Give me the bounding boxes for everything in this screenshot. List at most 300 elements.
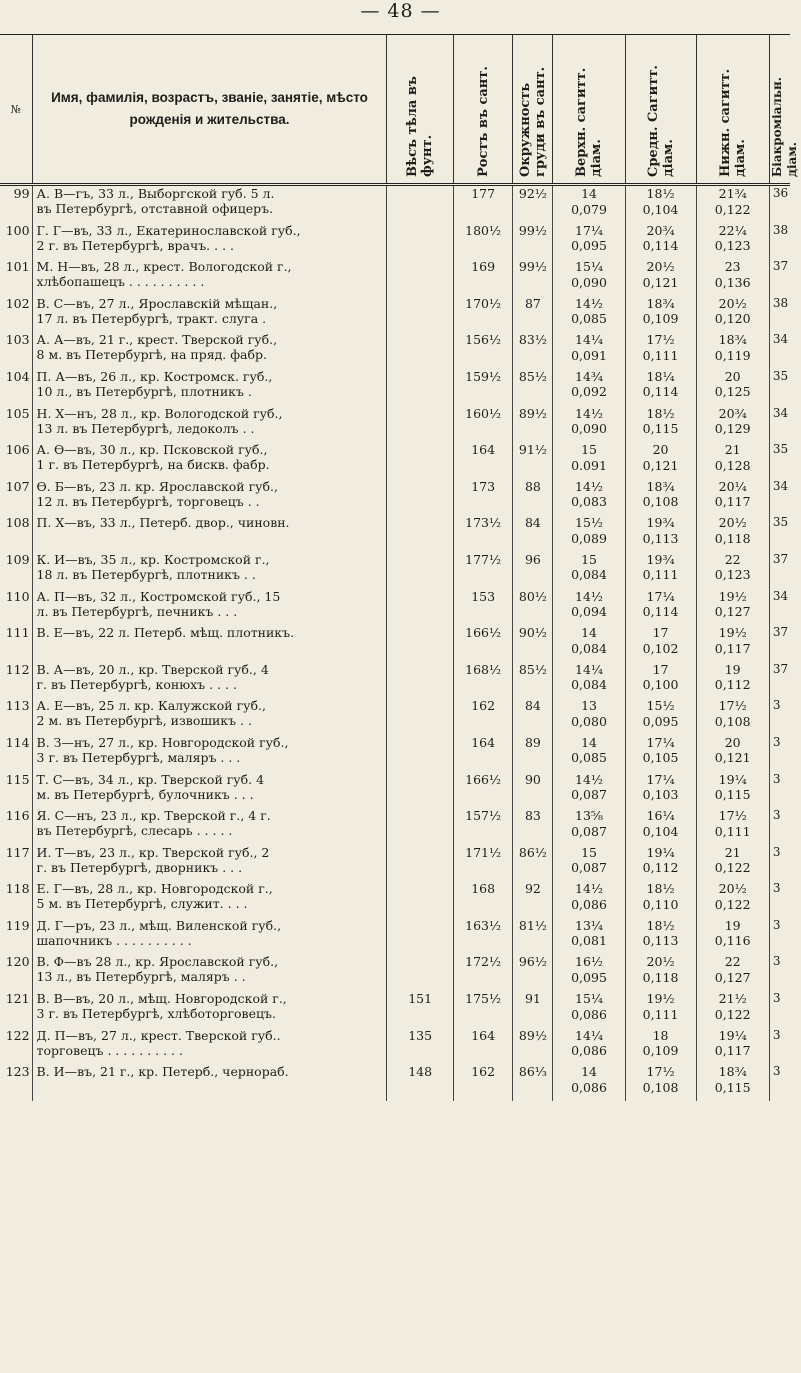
middle-index: 0,110 xyxy=(642,896,679,912)
lower-sagittal-cell xyxy=(696,918,769,955)
table-row xyxy=(0,369,790,406)
chest-cell: 89½ xyxy=(513,1028,553,1065)
table-row xyxy=(0,991,790,1028)
upper-index: 0,084 xyxy=(571,567,607,583)
upper-sagittal-cell xyxy=(553,954,625,991)
weight-cell xyxy=(387,479,453,516)
middle-index: 0,109 xyxy=(642,311,679,327)
row-number: 101 xyxy=(5,259,30,275)
middle-sagittal-cell xyxy=(625,845,696,882)
weight-cell xyxy=(387,515,453,552)
lower-index: 0,117 xyxy=(714,494,751,510)
lower-value: 19 xyxy=(724,661,741,677)
description-line-2: шапочникъ . . . . . . . . . . xyxy=(36,932,192,948)
chest-cell: 85½ xyxy=(513,369,553,406)
upper-sagittal-cell xyxy=(553,918,625,955)
lower-index: 0,127 xyxy=(714,604,751,620)
middle-index: 0,103 xyxy=(642,787,679,802)
upper-value: 15 xyxy=(581,844,597,860)
middle-value: 17 xyxy=(652,661,669,677)
header-chest: Окружность груди въ сант. xyxy=(513,35,553,185)
middle-sagittal-cell xyxy=(625,808,696,845)
row-number: 100 xyxy=(5,222,30,238)
description-line-1: А. Е—въ, 25 л. кр. Калужской губ., xyxy=(36,698,266,714)
row-number: 99 xyxy=(13,186,30,201)
lower-index: 0,115 xyxy=(714,1079,751,1095)
upper-sagittal-cell xyxy=(553,1028,625,1065)
chest-cell: 84 xyxy=(513,515,553,552)
lower-value: 17½ xyxy=(718,698,747,714)
middle-index: 0,112 xyxy=(642,860,679,876)
lower-value: 20½ xyxy=(718,295,747,311)
lower-value: 21½ xyxy=(718,991,747,1007)
header-name: Имя, фамилія, возрастъ, званіе, занятіе, мѣсто рожденія и жительства. xyxy=(32,35,387,185)
weight-cell xyxy=(387,442,453,479)
lower-index: 0,111 xyxy=(714,823,751,839)
description-line-1: В. И—въ, 21 г., кр. Петерб., чернораб. xyxy=(36,1064,289,1080)
height-cell: 162 xyxy=(453,698,513,735)
middle-value: 17½ xyxy=(646,332,675,348)
biacromial-cell: 3 xyxy=(769,735,790,772)
biacromial-cell: 37 xyxy=(769,625,790,662)
table-row xyxy=(0,662,790,699)
biacromial-cell: 3 xyxy=(769,698,790,735)
biacromial-cell: 34 xyxy=(769,589,790,626)
lower-sagittal-cell xyxy=(696,223,769,260)
biacromial-cell: 3 xyxy=(769,954,790,991)
lower-index: 0,117 xyxy=(714,1043,751,1059)
middle-sagittal-cell xyxy=(625,1028,696,1065)
lower-index: 0,118 xyxy=(714,530,751,546)
middle-value: 20¾ xyxy=(646,222,675,238)
header-lower-sagittal: Нижн. сагитт. діам. xyxy=(696,35,769,185)
chest-cell: 84 xyxy=(513,698,553,735)
upper-index: 0,094 xyxy=(571,604,607,620)
biacromial-cell: 37 xyxy=(769,259,790,296)
middle-sagittal-cell xyxy=(625,552,696,589)
height-cell: 164 xyxy=(453,442,513,479)
middle-value: 17¼ xyxy=(646,588,675,604)
lower-index: 0,117 xyxy=(714,640,751,656)
middle-value: 19¾ xyxy=(646,515,675,531)
lower-value: 19 xyxy=(724,917,741,933)
biacromial-cell: 3 xyxy=(769,1064,790,1101)
row-number: 107 xyxy=(5,478,30,494)
upper-index: 0,090 xyxy=(571,421,607,437)
middle-index: 0,100 xyxy=(642,677,679,693)
lower-value: 19¼ xyxy=(718,771,747,787)
middle-sagittal-cell xyxy=(625,772,696,809)
middle-sagittal-cell xyxy=(625,918,696,955)
middle-sagittal-cell xyxy=(625,662,696,699)
lower-sagittal-cell xyxy=(696,845,769,882)
middle-index: 0,115 xyxy=(642,421,679,437)
person-description xyxy=(32,1064,387,1101)
weight-cell xyxy=(387,808,453,845)
lower-index: 0,125 xyxy=(714,384,751,400)
lower-index: 0,123 xyxy=(714,238,751,254)
table-row xyxy=(0,185,790,223)
description-line-2: г. въ Петербургѣ, дворникъ . . . xyxy=(36,859,243,875)
upper-index: 0,092 xyxy=(571,384,607,400)
person-description xyxy=(32,442,387,479)
description-line-1: П. А—въ, 26 л., кр. Костромск. губ., xyxy=(36,368,273,384)
middle-value: 20 xyxy=(652,442,669,458)
description-line-1: Н. Х—нъ, 28 л., кр. Вологодской губ., xyxy=(36,405,283,421)
lower-sagittal-cell xyxy=(696,991,769,1028)
person-description xyxy=(32,735,387,772)
person-description xyxy=(32,296,387,333)
person-description xyxy=(32,662,387,699)
upper-sagittal-cell xyxy=(553,552,625,589)
weight-cell xyxy=(387,662,453,699)
weight-cell: 135 xyxy=(387,1028,453,1065)
lower-index: 0,123 xyxy=(714,567,751,583)
description-line-1: Ѳ. Б—въ, 23 л. кр. Ярославской губ., xyxy=(36,478,278,494)
upper-sagittal-cell xyxy=(553,479,625,516)
measurements-table xyxy=(0,34,799,1101)
height-cell: 177 xyxy=(453,185,513,223)
person-description xyxy=(32,515,387,552)
height-cell: 173½ xyxy=(453,515,513,552)
table-row xyxy=(0,625,790,662)
person-description xyxy=(32,698,387,735)
description-line-2: 13 л., въ Петербургѣ, маляръ . . xyxy=(36,969,246,985)
person-description xyxy=(32,881,387,918)
height-cell: 164 xyxy=(453,735,513,772)
upper-index: 0,087 xyxy=(571,823,607,839)
description-line-1: Я. С—нъ, 23 л., кр. Тверской г., 4 г. xyxy=(36,808,271,824)
row-number: 112 xyxy=(5,661,30,677)
description-line-2: 17 л. въ Петербургѣ, тракт. слуга . xyxy=(36,310,267,326)
upper-value: 15 xyxy=(581,551,597,567)
table-row xyxy=(0,296,790,333)
middle-sagittal-cell xyxy=(625,698,696,735)
row-number: 105 xyxy=(5,405,30,421)
upper-value: 14½ xyxy=(575,478,604,494)
lower-value: 22¼ xyxy=(718,222,747,238)
biacromial-cell: 38 xyxy=(769,296,790,333)
upper-index: 0,081 xyxy=(571,933,607,949)
middle-value: 18¾ xyxy=(646,478,675,494)
upper-sagittal-cell xyxy=(553,259,625,296)
lower-sagittal-cell xyxy=(696,1064,769,1101)
middle-index: 0,108 xyxy=(642,494,679,510)
upper-index: 0,087 xyxy=(571,787,607,802)
lower-sagittal-cell xyxy=(696,185,769,223)
middle-index: 0,118 xyxy=(642,969,679,985)
lower-sagittal-cell xyxy=(696,881,769,918)
upper-sagittal-cell xyxy=(553,625,625,662)
middle-value: 18½ xyxy=(646,881,675,897)
biacromial-cell: 34 xyxy=(769,332,790,369)
height-cell: 163½ xyxy=(453,918,513,955)
description-line-1: В. А—въ, 20 л., кр. Тверской губ., 4 xyxy=(36,661,269,677)
lower-sagittal-cell xyxy=(696,369,769,406)
upper-index: 0,080 xyxy=(571,713,607,729)
biacromial-cell: 35 xyxy=(769,515,790,552)
lower-index: 0,115 xyxy=(714,787,751,802)
description-line-2: въ Петербургѣ, отставной офицеръ. xyxy=(36,201,274,216)
middle-sagittal-cell xyxy=(625,332,696,369)
lower-value: 22 xyxy=(724,954,741,970)
lower-value: 17½ xyxy=(718,808,747,824)
lower-sagittal-cell xyxy=(696,772,769,809)
height-cell: 171½ xyxy=(453,845,513,882)
lower-value: 23 xyxy=(724,259,741,275)
upper-sagittal-cell xyxy=(553,735,625,772)
middle-sagittal-cell xyxy=(625,185,696,223)
chest-cell: 88 xyxy=(513,479,553,516)
upper-index: 0,085 xyxy=(571,750,607,766)
lower-value: 19½ xyxy=(718,625,747,641)
description-line-1: Г. Г—въ, 33 л., Екатеринославской губ., xyxy=(36,222,301,238)
upper-sagittal-cell xyxy=(553,442,625,479)
description-line-2: 2 м. въ Петербургѣ, извошикъ . . xyxy=(36,713,252,729)
upper-sagittal-cell xyxy=(553,772,625,809)
person-description xyxy=(32,845,387,882)
upper-sagittal-cell xyxy=(553,185,625,223)
chest-cell: 99½ xyxy=(513,259,553,296)
lower-index: 0,122 xyxy=(714,860,751,876)
row-number: 104 xyxy=(5,368,30,384)
height-cell: 180½ xyxy=(453,223,513,260)
person-description xyxy=(32,259,387,296)
description-line-2: 2 г. въ Петербургѣ, врачъ. . . . xyxy=(36,237,234,253)
height-cell: 173 xyxy=(453,479,513,516)
middle-index: 0,114 xyxy=(642,384,679,400)
weight-cell xyxy=(387,918,453,955)
lower-sagittal-cell xyxy=(696,698,769,735)
person-description xyxy=(32,991,387,1028)
description-line-2: 5 м. въ Петербургѣ, служит. . . . xyxy=(36,896,248,912)
description-line-2: хлѣбопашецъ . . . . . . . . . . xyxy=(36,274,205,290)
row-number: 114 xyxy=(5,734,30,750)
row-number: 122 xyxy=(5,1027,30,1043)
middle-value: 15½ xyxy=(646,698,675,714)
chest-cell: 96½ xyxy=(513,954,553,991)
height-cell: 166½ xyxy=(453,625,513,662)
lower-sagittal-cell xyxy=(696,1028,769,1065)
middle-index: 0,111 xyxy=(642,347,679,363)
height-cell: 153 xyxy=(453,589,513,626)
row-number: 108 xyxy=(5,515,30,531)
lower-sagittal-cell xyxy=(696,406,769,443)
table-row xyxy=(0,845,790,882)
row-number: 115 xyxy=(5,771,30,787)
biacromial-cell: 37 xyxy=(769,662,790,699)
middle-sagittal-cell xyxy=(625,881,696,918)
description-line-1: В. Е—въ, 22 л. Петерб. мѣщ. плотникъ. xyxy=(36,625,295,641)
upper-value: 15¼ xyxy=(575,259,604,275)
upper-sagittal-cell xyxy=(553,332,625,369)
upper-value: 14½ xyxy=(575,588,604,604)
person-description xyxy=(32,552,387,589)
person-description xyxy=(32,954,387,991)
chest-cell: 99½ xyxy=(513,223,553,260)
person-description xyxy=(32,918,387,955)
table-header-row xyxy=(0,35,790,185)
middle-index: 0,104 xyxy=(642,201,679,217)
header-upper-sagittal: Верхн. сагитт. діам. xyxy=(553,35,625,185)
middle-value: 17½ xyxy=(646,1064,675,1080)
description-line-1: К. И—въ, 35 л., кр. Костромской г., xyxy=(36,551,270,567)
middle-value: 17 xyxy=(652,625,669,641)
weight-cell xyxy=(387,845,453,882)
description-line-2: г. въ Петербургѣ, конюхъ . . . . xyxy=(36,676,237,692)
middle-index: 0,111 xyxy=(642,1006,679,1022)
lower-index: 0,128 xyxy=(714,457,751,473)
upper-index: 0.091 xyxy=(571,457,607,473)
lower-value: 20 xyxy=(724,734,741,750)
chest-cell: 91½ xyxy=(513,442,553,479)
weight-cell: 151 xyxy=(387,991,453,1028)
height-cell: 160½ xyxy=(453,406,513,443)
weight-cell xyxy=(387,735,453,772)
upper-value: 15½ xyxy=(575,515,604,531)
middle-sagittal-cell xyxy=(625,1064,696,1101)
description-line-2: торговецъ . . . . . . . . . . xyxy=(36,1042,183,1058)
height-cell: 157½ xyxy=(453,808,513,845)
lower-value: 20¾ xyxy=(718,405,747,421)
upper-value: 14¼ xyxy=(575,1027,604,1043)
page-number: — 48 — xyxy=(360,0,441,22)
header-middle-sagittal: Средн. Сагитт. діам. xyxy=(625,35,696,185)
height-cell: 164 xyxy=(453,1028,513,1065)
row-number: 118 xyxy=(5,881,30,897)
upper-value: 13⅝ xyxy=(575,808,604,824)
upper-sagittal-cell xyxy=(553,223,625,260)
chest-cell: 86⅓ xyxy=(513,1064,553,1101)
upper-sagittal-cell xyxy=(553,808,625,845)
person-description xyxy=(32,808,387,845)
middle-value: 20½ xyxy=(646,954,675,970)
description-line-2: 1 г. въ Петербургѣ, на бискв. фабр. xyxy=(36,457,270,473)
person-description xyxy=(32,369,387,406)
table-row xyxy=(0,406,790,443)
middle-sagittal-cell xyxy=(625,259,696,296)
upper-index: 0,084 xyxy=(571,677,607,693)
header-biacromial: Біакроміальн. діам. xyxy=(769,35,790,185)
row-number: 121 xyxy=(5,991,30,1007)
height-cell: 166½ xyxy=(453,772,513,809)
upper-index: 0,090 xyxy=(571,274,607,290)
description-line-2: 3 г. въ Петербургѣ, хлѣботорговецъ. xyxy=(36,1006,276,1022)
chest-cell: 81½ xyxy=(513,918,553,955)
description-line-2: 12 л. въ Петербургѣ, торговецъ . . xyxy=(36,493,260,509)
lower-sagittal-cell xyxy=(696,662,769,699)
middle-index: 0,114 xyxy=(642,604,679,620)
lower-value: 20¼ xyxy=(718,478,747,494)
table-row xyxy=(0,589,790,626)
lower-index: 0,122 xyxy=(714,896,751,912)
description-line-2: 13 л. въ Петербургѣ, ледоколъ . . xyxy=(36,420,255,436)
header-weight: Вѣсъ тѣла въ фунт. xyxy=(387,35,453,185)
table-row xyxy=(0,515,790,552)
upper-index: 0,095 xyxy=(571,969,607,985)
weight-cell xyxy=(387,625,453,662)
table-row xyxy=(0,735,790,772)
row-number: 102 xyxy=(5,295,30,311)
middle-sagittal-cell xyxy=(625,442,696,479)
upper-index: 0,086 xyxy=(571,1079,607,1095)
lower-value: 21 xyxy=(724,844,741,860)
description-line-2: 18 л. въ Петербургѣ, плотникъ . . xyxy=(36,566,256,582)
description-line-1: Е. Г—въ, 28 л., кр. Новгородской г., xyxy=(36,881,273,897)
lower-sagittal-cell xyxy=(696,808,769,845)
chest-cell: 89½ xyxy=(513,406,553,443)
upper-index: 0,089 xyxy=(571,530,607,546)
biacromial-cell: 36 xyxy=(769,185,790,223)
biacromial-cell: 3 xyxy=(769,918,790,955)
chest-cell: 85½ xyxy=(513,662,553,699)
height-cell: 177½ xyxy=(453,552,513,589)
lower-index: 0,116 xyxy=(714,933,751,949)
lower-index: 0,122 xyxy=(714,201,751,217)
middle-value: 18½ xyxy=(646,186,675,201)
lower-sagittal-cell xyxy=(696,735,769,772)
biacromial-cell: 37 xyxy=(769,552,790,589)
middle-value: 17¼ xyxy=(646,771,675,787)
middle-value: 19¼ xyxy=(646,844,675,860)
row-number: 103 xyxy=(5,332,30,348)
height-cell: 172½ xyxy=(453,954,513,991)
table-row xyxy=(0,698,790,735)
weight-cell xyxy=(387,259,453,296)
upper-value: 14 xyxy=(581,1064,597,1080)
lower-index: 0,108 xyxy=(714,713,751,729)
middle-index: 0,121 xyxy=(642,274,679,290)
middle-index: 0,109 xyxy=(642,1043,679,1059)
middle-sagittal-cell xyxy=(625,954,696,991)
lower-sagittal-cell xyxy=(696,954,769,991)
middle-index: 0,113 xyxy=(642,530,679,546)
description-line-1: Д. П—въ, 27 л., крест. Тверской губ.. xyxy=(36,1027,281,1043)
person-description xyxy=(32,772,387,809)
row-number: 119 xyxy=(5,917,30,933)
upper-value: 14½ xyxy=(575,295,604,311)
lower-value: 21 xyxy=(724,442,741,458)
lower-sagittal-cell xyxy=(696,625,769,662)
description-line-1: В. Ф—въ 28 л., кр. Ярославской губ., xyxy=(36,954,279,970)
middle-value: 19¾ xyxy=(646,551,675,567)
upper-sagittal-cell xyxy=(553,296,625,333)
height-cell: 159½ xyxy=(453,369,513,406)
lower-value: 18¾ xyxy=(718,332,747,348)
middle-index: 0,111 xyxy=(642,567,679,583)
middle-index: 0,105 xyxy=(642,750,679,766)
upper-sagittal-cell xyxy=(553,845,625,882)
middle-index: 0,108 xyxy=(642,1079,679,1095)
weight-cell xyxy=(387,332,453,369)
description-line-1: М. Н—въ, 28 л., крест. Вологодской г., xyxy=(36,259,292,275)
lower-sagittal-cell xyxy=(696,442,769,479)
biacromial-cell: 3 xyxy=(769,845,790,882)
lower-value: 19½ xyxy=(718,588,747,604)
description-line-1: П. Х—въ, 33 л., Петерб. двор., чиновн. xyxy=(36,515,290,531)
lower-value: 18¾ xyxy=(718,1064,747,1080)
description-line-1: В. В—въ, 20 л., мѣщ. Новгородской г., xyxy=(36,991,287,1007)
middle-sagittal-cell xyxy=(625,515,696,552)
person-description xyxy=(32,185,387,223)
lower-index: 0,120 xyxy=(714,311,751,327)
middle-sagittal-cell xyxy=(625,589,696,626)
upper-sagittal-cell xyxy=(553,698,625,735)
weight-cell xyxy=(387,552,453,589)
height-cell: 170½ xyxy=(453,296,513,333)
middle-value: 20½ xyxy=(646,259,675,275)
table-row xyxy=(0,772,790,809)
